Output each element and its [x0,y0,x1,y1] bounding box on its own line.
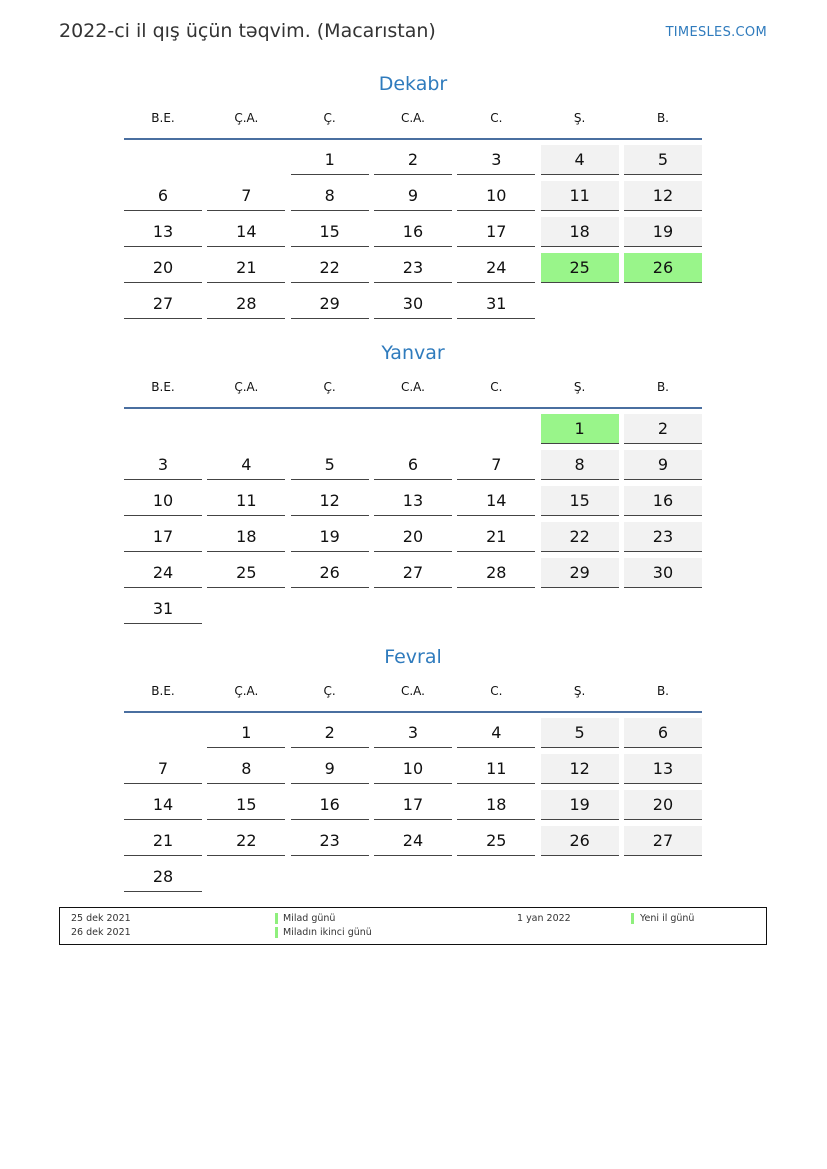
empty-cell [207,414,285,444]
day-cell: 18 [457,790,535,820]
weekday-label: B.E. [151,684,175,698]
month-name: Fevral [384,646,442,668]
day-cell: 12 [624,181,702,211]
day-cell: 10 [457,181,535,211]
weekday-label: C. [490,380,503,394]
legend-holiday-name: Milad günü [283,913,336,924]
weekday-header [124,671,702,713]
day-cell: 30 [624,558,702,588]
holiday-marker [631,913,634,924]
weekday-label: Ş. [573,380,586,394]
weekday-label: C.A. [400,111,425,125]
day-cell: 3 [457,145,535,175]
day-cell: 14 [457,486,535,516]
day-cell: 17 [374,790,452,820]
holiday-day-cell: 1 [541,414,619,444]
holiday-day-cell: 26 [624,253,702,283]
day-cell: 14 [124,790,202,820]
day-cell: 7 [207,181,285,211]
day-cell: 17 [124,522,202,552]
day-cell: 20 [374,522,452,552]
day-cell: 6 [374,450,452,480]
day-cell: 22 [207,826,285,856]
day-cell: 11 [207,486,285,516]
holiday-marker [275,927,278,938]
day-cell: 8 [207,754,285,784]
empty-cell [374,414,452,444]
day-cell: 31 [124,594,202,624]
day-cell: 14 [207,217,285,247]
day-cell: 5 [624,145,702,175]
weekday-label: C.A. [400,380,425,394]
day-cell: 4 [207,450,285,480]
day-cell: 22 [541,522,619,552]
empty-cell [291,414,369,444]
day-cell: 8 [291,181,369,211]
legend-date: 1 yan 2022 [517,913,571,924]
day-cell: 4 [457,718,535,748]
day-cell: 10 [374,754,452,784]
empty-cell [457,414,535,444]
day-cell: 19 [624,217,702,247]
weekday-label: B. [656,684,669,698]
day-cell: 28 [124,862,202,892]
day-cell: 25 [207,558,285,588]
day-cell: 13 [374,486,452,516]
day-cell: 25 [457,826,535,856]
day-cell: 17 [457,217,535,247]
day-cell: 16 [291,790,369,820]
legend-holiday-name: Yeni il günü [640,913,695,924]
weekday-label: C.A. [400,684,425,698]
month-february [124,643,702,898]
day-cell: 6 [624,718,702,748]
day-cell: 15 [291,217,369,247]
weekday-label: Ç.A. [234,380,259,394]
day-grid [124,414,702,630]
day-cell: 5 [291,450,369,480]
day-cell: 15 [541,486,619,516]
holiday-legend [59,907,767,945]
day-cell: 12 [291,486,369,516]
day-cell: 29 [541,558,619,588]
day-cell: 28 [457,558,535,588]
day-cell: 30 [374,289,452,319]
day-grid [124,145,702,325]
day-cell: 2 [624,414,702,444]
day-cell: 9 [374,181,452,211]
day-cell: 19 [541,790,619,820]
day-cell: 3 [124,450,202,480]
day-cell: 26 [291,558,369,588]
holiday-marker [275,913,278,924]
day-cell: 10 [124,486,202,516]
day-cell: 9 [624,450,702,480]
day-cell: 8 [541,450,619,480]
day-cell: 13 [624,754,702,784]
day-cell: 2 [374,145,452,175]
weekday-label: Ç. [323,380,336,394]
day-cell: 29 [291,289,369,319]
day-cell: 31 [457,289,535,319]
day-cell: 26 [541,826,619,856]
month-name: Dekabr [378,73,448,95]
legend-date: 25 dek 2021 [71,913,131,924]
day-cell: 18 [207,522,285,552]
holiday-day-cell: 25 [541,253,619,283]
day-cell: 27 [624,826,702,856]
weekday-header [124,98,702,140]
weekday-label: Ç. [323,111,336,125]
day-cell: 23 [624,522,702,552]
day-cell: 27 [374,558,452,588]
weekday-label: B. [656,380,669,394]
day-cell: 27 [124,289,202,319]
day-cell: 4 [541,145,619,175]
legend-date: 26 dek 2021 [71,927,131,938]
page-title: 2022-ci il qış üçün təqvim. (Macarıstan) [59,20,436,42]
month-december [124,70,702,325]
weekday-label: Ç.A. [234,684,259,698]
weekday-label: B. [656,111,669,125]
weekday-label: Ç. [323,684,336,698]
brand-link[interactable]: TIMESLES.COM [665,25,767,40]
weekday-label: B.E. [151,380,175,394]
day-cell: 18 [541,217,619,247]
day-cell: 21 [457,522,535,552]
day-cell: 16 [374,217,452,247]
day-cell: 1 [291,145,369,175]
day-cell: 9 [291,754,369,784]
day-cell: 7 [457,450,535,480]
day-cell: 20 [124,253,202,283]
day-cell: 1 [207,718,285,748]
day-cell: 19 [291,522,369,552]
day-cell: 11 [457,754,535,784]
empty-cell [124,414,202,444]
day-cell: 12 [541,754,619,784]
day-cell: 24 [457,253,535,283]
day-cell: 28 [207,289,285,319]
day-grid [124,718,702,898]
weekday-label: C. [490,684,503,698]
weekday-label: Ç.A. [234,111,259,125]
day-cell: 7 [124,754,202,784]
day-cell: 5 [541,718,619,748]
day-cell: 21 [124,826,202,856]
day-cell: 21 [207,253,285,283]
month-january [124,339,702,630]
day-cell: 24 [374,826,452,856]
day-cell: 23 [374,253,452,283]
day-cell: 23 [291,826,369,856]
weekday-label: Ş. [573,684,586,698]
month-name: Yanvar [381,342,445,364]
day-cell: 20 [624,790,702,820]
weekday-label: C. [490,111,503,125]
day-cell: 22 [291,253,369,283]
weekday-label: B.E. [151,111,175,125]
day-cell: 15 [207,790,285,820]
empty-cell [207,145,285,175]
legend-holiday-name: Miladın ikinci günü [283,927,372,938]
empty-cell [124,145,202,175]
day-cell: 2 [291,718,369,748]
weekday-header [124,367,702,409]
empty-cell [124,718,202,748]
day-cell: 16 [624,486,702,516]
day-cell: 3 [374,718,452,748]
day-cell: 11 [541,181,619,211]
day-cell: 6 [124,181,202,211]
day-cell: 24 [124,558,202,588]
weekday-label: Ş. [573,111,586,125]
day-cell: 13 [124,217,202,247]
